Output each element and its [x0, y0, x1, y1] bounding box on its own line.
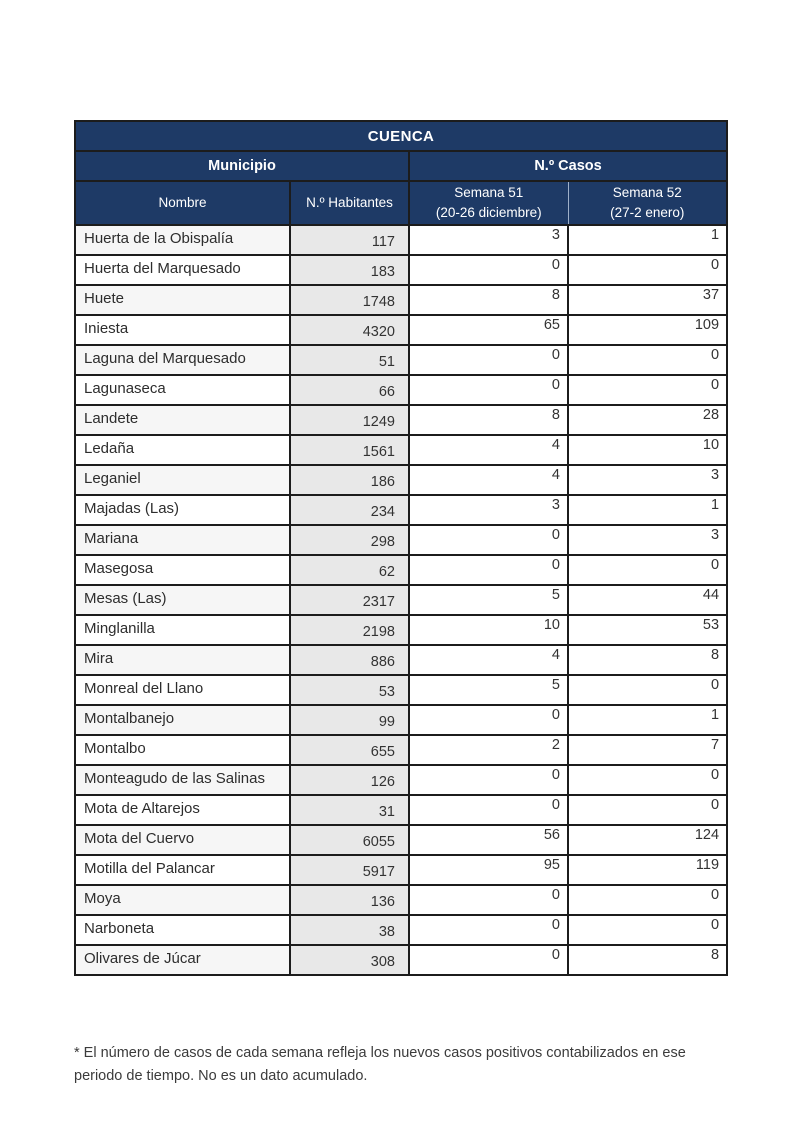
municipality-row [75, 765, 727, 795]
week51-cases-cell: 8 [409, 405, 568, 435]
municipality-row [75, 495, 727, 525]
population-cell: 186 [290, 465, 409, 495]
cuenca-covid-cases-table [74, 120, 728, 976]
municipality-name-cell: Majadas (Las) [75, 495, 290, 525]
municipality-name-cell: Mota del Cuervo [75, 825, 290, 855]
footnote-line-1: * El número de casos de cada semana refleja los nuevos casos positivos contabilizados en ese [74, 1045, 686, 1061]
municipality-name-cell: Huete [75, 285, 290, 315]
municipality-name-cell: Mota de Altarejos [75, 795, 290, 825]
column-header-nombre: Nombre [75, 181, 290, 225]
week51-cases-cell: 0 [409, 525, 568, 555]
week52-cases-cell: 3 [568, 525, 727, 555]
group-header-casos: N.º Casos [409, 151, 727, 181]
table-group-header-row [75, 151, 727, 181]
municipality-name-cell: Monteagudo de las Salinas [75, 765, 290, 795]
week51-cases-cell: 5 [409, 585, 568, 615]
week51-cases-cell: 0 [409, 765, 568, 795]
population-cell: 2198 [290, 615, 409, 645]
population-cell: 117 [290, 225, 409, 255]
week52-cases-cell: 109 [568, 315, 727, 345]
week52-cases-cell: 0 [568, 555, 727, 585]
municipality-name-cell: Huerta del Marquesado [75, 255, 290, 285]
municipality-name-cell: Moya [75, 885, 290, 915]
footnote [74, 1042, 774, 1088]
column-header-semana52 [568, 181, 727, 225]
population-cell: 2317 [290, 585, 409, 615]
population-cell: 31 [290, 795, 409, 825]
population-cell: 99 [290, 705, 409, 735]
week52-cases-cell: 53 [568, 615, 727, 645]
province-title: CUENCA [75, 121, 727, 151]
week52-cases-cell: 10 [568, 435, 727, 465]
municipality-name-cell: Masegosa [75, 555, 290, 585]
week51-cases-cell: 0 [409, 945, 568, 975]
municipality-row [75, 795, 727, 825]
municipality-row [75, 285, 727, 315]
municipality-row [75, 525, 727, 555]
semana52-label: Semana 52 [612, 184, 682, 200]
municipality-name-cell: Laguna del Marquesado [75, 345, 290, 375]
week51-cases-cell: 0 [409, 345, 568, 375]
population-cell: 53 [290, 675, 409, 705]
municipality-name-cell: Mira [75, 645, 290, 675]
municipality-name-cell: Monreal del Llano [75, 675, 290, 705]
week51-cases-cell: 0 [409, 795, 568, 825]
municipality-name-cell: Iniesta [75, 315, 290, 345]
municipality-row [75, 735, 727, 765]
municipality-name-cell: Narboneta [75, 915, 290, 945]
week51-cases-cell: 56 [409, 825, 568, 855]
cases-table-container [74, 120, 728, 976]
municipality-row [75, 705, 727, 735]
table-body [75, 225, 727, 975]
municipality-row [75, 855, 727, 885]
semana52-dates: (27-2 enero) [610, 205, 685, 220]
population-cell: 1561 [290, 435, 409, 465]
column-header-habitantes: N.º Habitantes [290, 181, 409, 225]
week52-cases-cell: 7 [568, 735, 727, 765]
week52-cases-cell: 28 [568, 405, 727, 435]
semana51-dates: (20-26 diciembre) [435, 205, 542, 220]
week52-cases-cell: 1 [568, 495, 727, 525]
municipality-row [75, 825, 727, 855]
week52-cases-cell: 119 [568, 855, 727, 885]
municipality-row [75, 675, 727, 705]
municipality-row [75, 585, 727, 615]
population-cell: 5917 [290, 855, 409, 885]
week52-cases-cell: 0 [568, 795, 727, 825]
municipality-name-cell: Montalbo [75, 735, 290, 765]
municipality-row [75, 225, 727, 255]
week51-cases-cell: 4 [409, 645, 568, 675]
municipality-name-cell: Landete [75, 405, 290, 435]
population-cell: 183 [290, 255, 409, 285]
municipality-name-cell: Olivares de Júcar [75, 945, 290, 975]
week51-cases-cell: 2 [409, 735, 568, 765]
population-cell: 1748 [290, 285, 409, 315]
week52-cases-cell: 8 [568, 945, 727, 975]
week51-cases-cell: 0 [409, 255, 568, 285]
week51-cases-cell: 4 [409, 465, 568, 495]
week51-cases-cell: 4 [409, 435, 568, 465]
week51-cases-cell: 0 [409, 705, 568, 735]
population-cell: 4320 [290, 315, 409, 345]
week51-cases-cell: 8 [409, 285, 568, 315]
week52-cases-cell: 124 [568, 825, 727, 855]
population-cell: 62 [290, 555, 409, 585]
week51-cases-cell: 0 [409, 375, 568, 405]
municipality-name-cell: Ledaña [75, 435, 290, 465]
week52-cases-cell: 0 [568, 915, 727, 945]
municipality-row [75, 915, 727, 945]
municipality-row [75, 645, 727, 675]
municipality-row [75, 435, 727, 465]
population-cell: 6055 [290, 825, 409, 855]
population-cell: 126 [290, 765, 409, 795]
week51-cases-cell: 3 [409, 495, 568, 525]
week51-cases-cell: 65 [409, 315, 568, 345]
municipality-name-cell: Motilla del Palancar [75, 855, 290, 885]
week51-cases-cell: 3 [409, 225, 568, 255]
week52-cases-cell: 0 [568, 675, 727, 705]
semana51-label: Semana 51 [454, 184, 524, 200]
municipality-row [75, 615, 727, 645]
table-column-header-row [75, 181, 727, 225]
population-cell: 51 [290, 345, 409, 375]
municipality-name-cell: Montalbanejo [75, 705, 290, 735]
week51-cases-cell: 10 [409, 615, 568, 645]
week52-cases-cell: 0 [568, 765, 727, 795]
municipality-row [75, 465, 727, 495]
municipality-row [75, 555, 727, 585]
municipality-name-cell: Mariana [75, 525, 290, 555]
footnote-line-2: periodo de tiempo. No es un dato acumulado. [74, 1068, 368, 1085]
week52-cases-cell: 0 [568, 345, 727, 375]
column-header-semana51 [409, 181, 568, 225]
municipality-name-cell: Leganiel [75, 465, 290, 495]
municipality-row [75, 255, 727, 285]
week52-cases-cell: 0 [568, 375, 727, 405]
population-cell: 308 [290, 945, 409, 975]
week52-cases-cell: 0 [568, 255, 727, 285]
table-title-row [75, 121, 727, 151]
municipality-row [75, 375, 727, 405]
week52-cases-cell: 1 [568, 225, 727, 255]
week51-cases-cell: 95 [409, 855, 568, 885]
week52-cases-cell: 1 [568, 705, 727, 735]
week52-cases-cell: 3 [568, 465, 727, 495]
municipality-name-cell: Mesas (Las) [75, 585, 290, 615]
municipality-name-cell: Minglanilla [75, 615, 290, 645]
population-cell: 136 [290, 885, 409, 915]
group-header-municipio: Municipio [75, 151, 409, 181]
week52-cases-cell: 44 [568, 585, 727, 615]
population-cell: 38 [290, 915, 409, 945]
week52-cases-cell: 37 [568, 285, 727, 315]
week52-cases-cell: 8 [568, 645, 727, 675]
week51-cases-cell: 0 [409, 885, 568, 915]
week51-cases-cell: 5 [409, 675, 568, 705]
municipality-row [75, 315, 727, 345]
population-cell: 234 [290, 495, 409, 525]
municipality-name-cell: Huerta de la Obispalía [75, 225, 290, 255]
municipality-row [75, 945, 727, 975]
municipality-row [75, 405, 727, 435]
municipality-row [75, 345, 727, 375]
week52-cases-cell: 0 [568, 885, 727, 915]
population-cell: 1249 [290, 405, 409, 435]
week51-cases-cell: 0 [409, 555, 568, 585]
population-cell: 655 [290, 735, 409, 765]
week51-cases-cell: 0 [409, 915, 568, 945]
population-cell: 66 [290, 375, 409, 405]
population-cell: 298 [290, 525, 409, 555]
municipality-row [75, 885, 727, 915]
population-cell: 886 [290, 645, 409, 675]
municipality-name-cell: Lagunaseca [75, 375, 290, 405]
